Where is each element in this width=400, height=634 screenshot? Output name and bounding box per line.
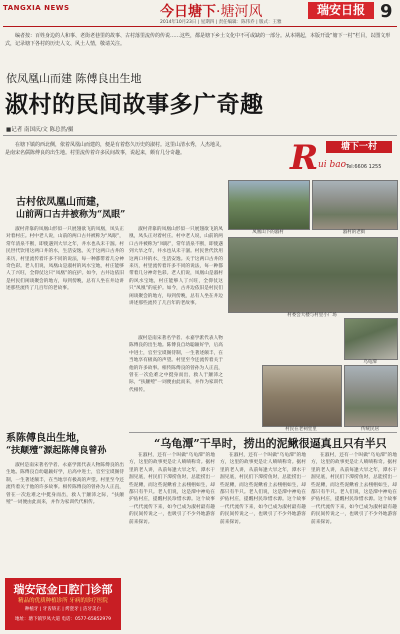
section-1-heading-line1: 古村依凤凰山而建，: [16, 197, 106, 208]
editor-note: 编者按：百姓身边的人和事、老街老巷里的故事、古村落里流传的传说……这些，都是塘下乡土文化中不可或缺的一部分。从本期起，本版开设“塘下一村”栏目，以图文形式，记录塘下各村的历史人文、风土人情，敬请关注。: [5, 33, 391, 47]
ad-title: 瑞安冠金口腔门诊部: [13, 583, 113, 596]
headline-rule: [3, 135, 397, 136]
photo-caption: 淑村的老街: [342, 230, 366, 235]
photo-village-mountain: [228, 180, 310, 230]
section-2-text-col2: 淑村是南宋著名学者、永嘉学派代表人物陈傅良的出生地。陈傅良自幼聪颖好学，后高中进士，官至宝谟阁待制，一生著述颇丰，在当地享有极高的声望。村里至今还流传着关于他的许多故事。相传陈傅良的曾孙为人正直，曾在一次危难之中挺身而出，救人于颠沛之际，“扶颠殪”一词便由此而来，并作为家训代代相传。: [129, 336, 223, 393]
section-1-text-col2: 淑村背靠的凤凰山形似一只展翅欲飞的凤凰，凤头正对着村庄。村中老人说，山前的两口古井被称为“凤眼”，常年清泉不断，即使遇到大旱之年，井水也从未干涸。村民世代饮用这两口井的水，生活安逸。关于这两口古井的来历，村里流传着许多不同的说法，每一种都带着几分神奇色彩。老人们说，凤凰山是淑村的风水宝地，村庄能够人丁兴旺，全仰仗这只“凤凰”的庇护。如今，古井边依旧是村民们闲谈聚会的地方，每到傍晚，总有人坐在井边讲述那些流传了几百年的老故事。: [129, 227, 223, 307]
section-1-heading-line2: 山前两口古井被称为“凤眼”: [16, 210, 126, 220]
section-2-text-col1: 淑村是南宋著名学者、永嘉学派代表人物陈傅良的出生地。陈傅良自幼聪颖好学，后高中进士，官至宝谟阁待制，一生著述颇丰，在当地享有极高的声望。村里至今还流传着关于他的许多故事。相传陈傅良的曾孙为人正直，曾在一次危难之中挺身而出，救人于颠沛之际，“扶颠殪”一词便由此而来，并作为家训代代相传。: [6, 463, 124, 506]
logo-subtitle: ui bao: [318, 160, 347, 170]
section-3-text-col1: 在淑村，还有一个叫做“乌龟潭”的地方，这里的故事更是让人啧啧称奇。据村里的老人讲，从前每逢大旱之年，潭水干涸见底，村民们下潭捞鱼时，总能捞出一些泥鳅，而这些泥鳅看上去栩栩如生，却都只有半只。老人们说，这是潭中神龟在护佑村庄，提醒村民珍惜水源。这个故事一代代流传下来，如今已成为淑村最有趣的民间传说之一，也吸引了不少外地游客前来探访。: [129, 453, 215, 525]
column-logo: [290, 138, 396, 180]
section-1-text-col1: 淑村背靠的凤凰山形似一只展翅欲飞的凤凰，凤头正对着村庄。村中老人说，山前的两口古井被称为“凤眼”，常年清泉不断，即使遇到大旱之年，井水也从未干涸。村民世代饮用这两口井的水，生活安逸。关于这两口古井的来历，村里流传着许多不同的说法，每一种都带着几分神奇色彩。老人们说，凤凰山是淑村的风水宝地，村庄能够人丁兴旺，全仰仗这只“凤凰”的庇护。如今，古井边依旧是村民们闲谈聚会的地方，每到傍晚，总有人坐在井边讲述那些流传了几百年的老故事。: [6, 227, 124, 292]
paper-name-logo: 瑞安日报: [308, 2, 374, 19]
photo-caption: 传统民居: [361, 427, 379, 432]
photo-caption: 村民在老祠堂里: [285, 427, 317, 432]
photo-ancestral-hall: [262, 365, 342, 427]
photo-old-street: [312, 180, 398, 230]
article-byline: ■记者 南国庆/文 陈总然/摄: [6, 127, 74, 133]
section-2-heading: [6, 432, 124, 458]
section-3-heading: “乌龟潭”干旱时，捞出的泥鳅很逼真且只有半只: [154, 437, 387, 450]
brand-label: TANGXIA NEWS: [3, 4, 70, 12]
section-2-heading-line1: 系陈傅良出生地，: [6, 433, 86, 444]
clinic-ad-banner[interactable]: [5, 578, 121, 630]
article-headline: 淑村的民间故事多广奇趣: [5, 91, 264, 118]
masthead: [0, 0, 400, 25]
photo-turtle-pond: [344, 318, 398, 360]
top-rule: [3, 26, 397, 27]
article-kicker: 依凤凰山而建 陈傅良出生地: [6, 72, 142, 85]
section-1-heading: [16, 196, 126, 222]
section-3-rule: [129, 432, 397, 433]
logo-letter: R: [290, 138, 319, 178]
photo-caption: 乌龟潭: [363, 360, 377, 365]
photo-caption: 凤凰山下的淑村: [252, 230, 284, 235]
section-title: [160, 1, 262, 21]
photo-caption: 村委会大楼与村里小广场: [287, 313, 337, 318]
section-main: 今日塘下: [160, 4, 216, 20]
section-sub: ·塘河风: [216, 4, 263, 20]
photo-traditional-house: [344, 365, 398, 427]
page-number: 9: [380, 1, 393, 22]
ad-subtitle: 精品的优质种植诊所 牙病的诊疗医院: [18, 598, 108, 604]
logo-tel: Tel:6606 1255: [346, 164, 382, 170]
section-3-text-col2: 在淑村，还有一个叫做“乌龟潭”的地方，这里的故事更是让人啧啧称奇。据村里的老人讲，从前每逢大旱之年，潭水干涸见底，村民们下潭捞鱼时，总能捞出一些泥鳅，而这些泥鳅看上去栩栩如生，却都只有半只。老人们说，这是潭中神龟在护佑村庄，提醒村民珍惜水源。这个故事一代代流传下来，如今已成为淑村最有趣的民间传说之一，也吸引了不少外地游客前来探访。: [220, 453, 306, 525]
ad-contact: 地址：塘下镇罗凤大道 电话：0577-65852979: [15, 617, 111, 622]
photo-village-square: [228, 237, 398, 313]
ad-services: 种植牙 | 牙齿矫正 | 烤瓷牙 | 洁牙美白: [24, 607, 102, 612]
article-lead: 在塘下镇的西北侧，依着凤凰山而建的，便是有着悠久历史的淑村。这里山清水秀，人杰地灵，是南宋名儒陈傅良的出生地。村里流传着许多民间故事，说起来，颇有几分奇趣。: [5, 142, 226, 156]
logo-title: 塘下一村: [326, 141, 392, 153]
section-3-text-col3: 在淑村，还有一个叫做“乌龟潭”的地方，这里的故事更是让人啧啧称奇。据村里的老人讲，从前每逢大旱之年，潭水干涸见底，村民们下潭捞鱼时，总能捞出一些泥鳅，而这些泥鳅看上去栩栩如生，却都只有半只。老人们说，这是潭中神龟在护佑村庄，提醒村民珍惜水源。这个故事一代代流传下来，如今已成为淑村最有趣的民间传说之一，也吸引了不少外地游客前来探访。: [311, 453, 397, 525]
issue-meta: 2014年10月23日 | 星期四 | 责任编辑：陈伟乔 | 版式：王雅: [160, 20, 282, 25]
section-2-heading-line2: “扶颠殪”源起陈傅良曾孙: [6, 446, 107, 456]
